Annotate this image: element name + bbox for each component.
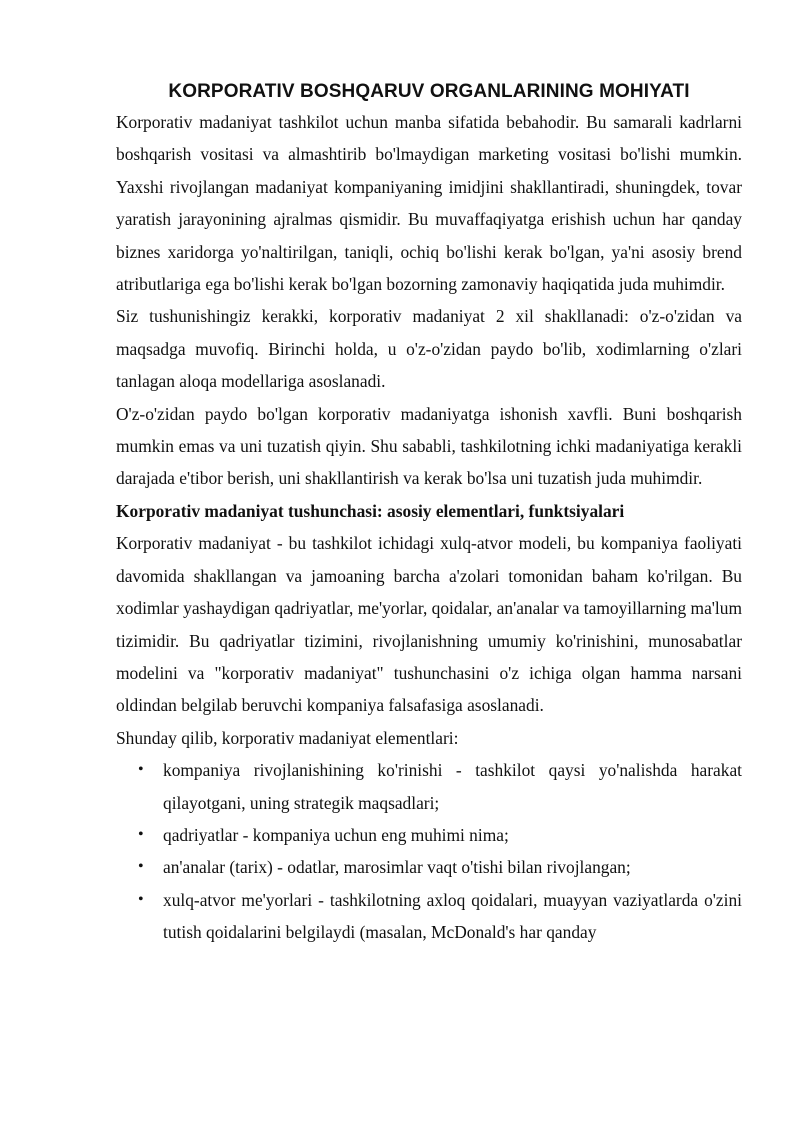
- paragraph-3: O'z-o'zidan paydo bo'lgan korporativ madaniyatga ishonish xavfli. Buni boshqarish mumkin emas va uni tuzatish qiyin. Shu sababli, tashkilotning ichki madaniyatiga kerakli darajada e'tibor berish, uni shakllantirish va kerak bo'lsa uni tuzatish juda muhimdir.: [116, 403, 742, 489]
- paragraph-1: Korporativ madaniyat tashkilot uchun manba sifatida bebahodir. Bu samarali kadrlarni boshqarish vositasi va almashtirib bo'lmaydigan marketing vositasi bo'lishi mumkin. Yaxshi rivojlangan madaniyat kompaniyaning imidjini shakllantiradi, shuningdek, tovar yaratish jarayonining ajralmas qismidir. Bu muvaffaqiyatga erishish uchun har qanday biznes xaridorga yo'naltirilgan, taniqli, ochiq bo'lishi kerak bo'lgan, ya'ni asosiy brend atributlariga ega bo'lishi kerak bo'lgan bozorning zamonaviy haqiqatida juda muhimdir.: [116, 112, 742, 295]
- document-page: [116, 78, 742, 949]
- bullet-icon: •: [138, 890, 144, 908]
- list-item: [116, 754, 742, 819]
- bullet-icon: •: [138, 858, 144, 876]
- list-item-text: qadriyatlar - kompaniya uchun eng muhimi nima;: [163, 824, 509, 845]
- list-item: [116, 884, 742, 949]
- section-heading: Korporativ madaniyat tushunchasi: asosiy elementlari, funktsiyalari: [116, 500, 625, 521]
- list-item-text: kompaniya rivojlanishining ko'rinishi - tashkilot qaysi yo'nalishda harakat qilayotgani, uning strategik maqsadlari;: [163, 760, 742, 813]
- bullet-icon: •: [138, 761, 144, 779]
- section-paragraph-1: Korporativ madaniyat - bu tashkilot ichidagi xulq-atvor modeli, bu kompaniya faoliyati davomida shakllangan va jamoaning barcha a'zolari tomonidan baham ko'rilgan. Bu xodimlar yashaydigan qadriyatlar, me'yorlar, qoidalar, an'analar va tamoyillarning ma'lum tizimidir. Bu qadriyatlar tizimini, rivojlanishning umumiy ko'rinishini, munosabatlar modelini va "korporativ madaniyat" tushunchasini o'z ichiga olgan hamma narsani oldindan belgilab beruvchi kompaniya falsafasiga asoslanadi.: [116, 533, 742, 716]
- list-item-text: xulq-atvor me'yorlari - tashkilotning axloq qoidalari, muayyan vaziyatlarda o'zini tutish qoidalarini belgilaydi (masalan, McDonald's har qanday: [163, 889, 742, 943]
- paragraph-2: Siz tushunishingiz kerakki, korporativ madaniyat 2 xil shakllanadi: o'z-o'zidan va maqsadga muvofiq. Birinchi holda, u o'z-o'zidan paydo bo'lib, xodimlarning o'zlari tanlagan aloqa modellariga asoslanadi.: [116, 306, 742, 392]
- bullet-icon: •: [138, 825, 144, 843]
- list-item: [116, 819, 742, 851]
- elements-list: [116, 754, 742, 948]
- section-paragraph-2: Shunday qilib, korporativ madaniyat elementlari:: [116, 727, 459, 748]
- document-title: KORPORATIV BOSHQARUV ORGANLARINING MOHIYATI: [168, 81, 690, 102]
- list-item-text: an'analar (tarix) - odatlar, marosimlar vaqt o'tishi bilan rivojlangan;: [163, 857, 631, 878]
- list-item: [116, 851, 742, 883]
